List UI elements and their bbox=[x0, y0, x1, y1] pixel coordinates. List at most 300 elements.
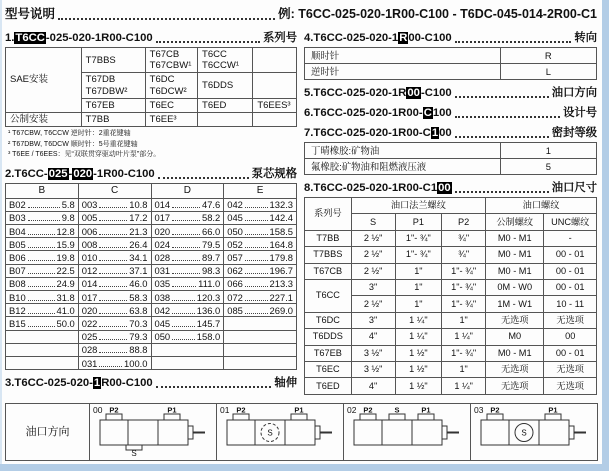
code-value-pair bbox=[9, 239, 75, 250]
cartridge-code: 005 bbox=[81, 212, 98, 224]
code-value-pair bbox=[227, 265, 293, 276]
model-code-text: T6CC-025-020-1 bbox=[313, 32, 399, 44]
cartridge-code: 045 bbox=[227, 212, 243, 224]
column-header: UNC螺纹 bbox=[544, 214, 597, 230]
model-code-text: T6CC- bbox=[14, 167, 48, 180]
code-value-pair bbox=[9, 252, 75, 263]
dotted-leader bbox=[99, 326, 127, 327]
port-value-cell: M0 bbox=[486, 329, 544, 345]
displacement-value: 158.5 bbox=[269, 225, 293, 237]
cartridge-code: B08 bbox=[9, 278, 26, 290]
displacement-value: 269.0 bbox=[269, 304, 293, 316]
column-header: B bbox=[6, 183, 79, 198]
section-number: 3. bbox=[5, 377, 15, 390]
port-value-cell: 10 - 11 bbox=[544, 296, 597, 312]
cartridge-code: 052 bbox=[227, 238, 243, 250]
displacement-value: 70.3 bbox=[129, 317, 148, 329]
port-value-cell: 1 ½" bbox=[395, 378, 442, 394]
code-value-pair bbox=[155, 305, 221, 316]
cartridge-cell bbox=[151, 343, 224, 356]
footnote: ¹ T67CBW, T6CCW 逆时针：2重花键轴 bbox=[8, 130, 131, 138]
dotted-leader bbox=[172, 339, 195, 340]
dotted-leader bbox=[172, 300, 195, 301]
cartridge-cell bbox=[6, 211, 79, 224]
port-value-cell: 无选项 bbox=[486, 312, 544, 328]
dotted-leader bbox=[172, 326, 195, 327]
series-cell: T6CC bbox=[305, 279, 352, 312]
dotted-leader bbox=[245, 207, 268, 208]
section-6-heading bbox=[304, 104, 597, 120]
rotation-description: 逆时针 bbox=[305, 64, 501, 80]
port-value-cell: 1 ¼" bbox=[442, 329, 486, 345]
port-value-cell: 1" bbox=[442, 361, 486, 377]
cartridge-cell bbox=[6, 304, 79, 317]
table-row bbox=[305, 279, 597, 295]
code-value-pair bbox=[9, 212, 75, 223]
code-value-pair bbox=[82, 226, 148, 237]
code-value-pair bbox=[227, 278, 293, 289]
displacement-value: 19.8 bbox=[56, 252, 75, 264]
title-example: 例: T6CC-025-020-1R00-C100 - T6DC-045-014-2R00-C1 bbox=[278, 7, 597, 21]
port-label: P1 bbox=[294, 405, 304, 415]
port-direction-code: 00 bbox=[93, 405, 103, 415]
cartridge-code: 012 bbox=[81, 265, 98, 277]
displacement-value: 142.4 bbox=[269, 212, 293, 224]
section-label: 油口方向 bbox=[551, 87, 597, 99]
code-value-pair bbox=[155, 278, 221, 289]
port-value-cell: 2 ½" bbox=[351, 247, 395, 263]
cartridge-code: 006 bbox=[81, 225, 98, 237]
code-value-pair bbox=[155, 265, 221, 276]
displacement-value: 111.0 bbox=[198, 278, 221, 290]
section-label: 泵芯规格 bbox=[251, 167, 297, 180]
series-cell: T7BBS bbox=[305, 247, 352, 263]
port-value-cell: 00 - 01 bbox=[544, 345, 597, 361]
cartridge-cell bbox=[151, 277, 224, 290]
dotted-leader bbox=[99, 207, 127, 208]
mount-cell: T67EB bbox=[81, 98, 145, 112]
mounting-series-table bbox=[5, 47, 297, 127]
mount-cell bbox=[253, 48, 297, 73]
table-row bbox=[6, 225, 297, 238]
port-value-cell: ¾" bbox=[442, 247, 486, 263]
port-value-cell: 00 - 01 bbox=[544, 279, 597, 295]
dotted-leader bbox=[245, 273, 268, 274]
cartridge-cell bbox=[224, 356, 297, 369]
cartridge-code: 031 bbox=[154, 265, 171, 277]
code-value-pair bbox=[227, 239, 293, 250]
displacement-value: 98.3 bbox=[202, 265, 221, 277]
code-value-pair bbox=[227, 199, 293, 210]
port-value-cell: 1 ½" bbox=[395, 345, 442, 361]
port-value-cell: 00 bbox=[544, 329, 597, 345]
port-value-cell: 2 ½" bbox=[351, 263, 395, 279]
cartridge-code: 010 bbox=[81, 252, 98, 264]
dotted-leader bbox=[158, 177, 249, 179]
section-label: 转向 bbox=[574, 32, 597, 44]
cartridge-code: 038 bbox=[154, 291, 171, 303]
model-code-text: - bbox=[68, 167, 73, 180]
port-label: P2 bbox=[363, 405, 373, 415]
footnote: ² T67DBW, T6DCW 顺时针：5号重花键轴 bbox=[8, 140, 138, 148]
dotted-leader bbox=[28, 326, 55, 327]
port-value-cell: 1 ¼" bbox=[442, 378, 486, 394]
table-row bbox=[6, 330, 297, 343]
cartridge-cell bbox=[78, 198, 151, 211]
section-8-heading bbox=[304, 179, 597, 195]
model-code-highlight: 025 bbox=[48, 167, 68, 180]
dotted-leader bbox=[245, 247, 268, 248]
series-header: 系列号 bbox=[305, 198, 352, 231]
port-value-cell: 3" bbox=[351, 279, 395, 295]
port-value-cell: 3 ½" bbox=[351, 361, 395, 377]
port-value-cell: 00 - 01 bbox=[544, 247, 597, 263]
cartridge-cell bbox=[6, 343, 79, 356]
code-value-pair bbox=[155, 292, 221, 303]
cartridge-cell bbox=[151, 304, 224, 317]
cartridge-cell bbox=[151, 264, 224, 277]
dotted-leader bbox=[99, 273, 127, 274]
cartridge-cell bbox=[6, 330, 79, 343]
port-value-cell: 1"- ¾" bbox=[442, 263, 486, 279]
table-header-row bbox=[305, 198, 597, 214]
cartridge-code: 008 bbox=[81, 238, 98, 250]
cartridge-cell bbox=[6, 356, 79, 369]
footnote: ³ T6EE / T6EES：见“双联贯穿驱动叶片泵”部分。 bbox=[8, 151, 161, 159]
cartridge-cell bbox=[78, 251, 151, 264]
port-direction-option bbox=[344, 404, 471, 461]
cartridge-cell bbox=[151, 317, 224, 330]
port-direction-section bbox=[5, 403, 597, 461]
dotted-leader bbox=[99, 234, 127, 235]
model-code-highlight: 1 bbox=[93, 377, 101, 390]
dotted-leader bbox=[245, 260, 268, 261]
cartridge-code: B12 bbox=[9, 304, 26, 316]
table-row bbox=[6, 277, 297, 290]
cartridge-code: 028 bbox=[81, 344, 98, 356]
dotted-leader bbox=[28, 220, 60, 221]
section-4-heading bbox=[304, 29, 597, 45]
port-value-cell: 1"- ¾" bbox=[442, 279, 486, 295]
cartridge-cell bbox=[224, 304, 297, 317]
cartridge-cell bbox=[224, 291, 297, 304]
model-code bbox=[313, 87, 451, 99]
model-code-highlight: R bbox=[399, 32, 408, 44]
table-row bbox=[305, 247, 597, 263]
displacement-value: 46.0 bbox=[129, 278, 148, 290]
section-number: 8. bbox=[304, 182, 314, 194]
port-value-cell: 3 ½" bbox=[351, 345, 395, 361]
code-value-pair bbox=[82, 305, 148, 316]
model-code bbox=[313, 182, 451, 194]
mount-cell: T7BB bbox=[81, 113, 145, 127]
table-row bbox=[6, 304, 297, 317]
cartridge-cell bbox=[78, 238, 151, 251]
dotted-leader bbox=[99, 286, 127, 287]
dotted-leader bbox=[99, 366, 122, 367]
cartridge-cell bbox=[224, 238, 297, 251]
section-number: 7. bbox=[304, 127, 314, 139]
page-edge-right bbox=[602, 0, 609, 471]
dotted-leader bbox=[28, 247, 55, 248]
cartridge-code: 020 bbox=[81, 304, 98, 316]
code-value-pair bbox=[155, 199, 221, 210]
model-code-text: -C100 bbox=[420, 87, 452, 99]
dotted-leader bbox=[172, 260, 200, 261]
seal-description: 丁晴橡胶:矿物油 bbox=[305, 143, 501, 159]
cartridge-cell bbox=[151, 291, 224, 304]
model-code-highlight: 020 bbox=[73, 167, 93, 180]
cartridge-cell bbox=[78, 277, 151, 290]
dotted-leader bbox=[245, 234, 268, 235]
port-value-cell: 3" bbox=[351, 312, 395, 328]
section-5-heading bbox=[304, 84, 597, 100]
cartridge-cell bbox=[6, 264, 79, 277]
displacement-value: 79.3 bbox=[129, 331, 148, 343]
table-row bbox=[305, 361, 597, 377]
port-direction-code: 01 bbox=[220, 405, 230, 415]
port-value-cell: 1M - W1 bbox=[486, 296, 544, 312]
port-value-cell: M0 - M1 bbox=[486, 345, 544, 361]
port-value-cell: 4" bbox=[351, 329, 395, 345]
code-value-pair bbox=[227, 252, 293, 263]
cartridge-cell bbox=[78, 291, 151, 304]
cartridge-code: 042 bbox=[227, 199, 243, 211]
dotted-leader bbox=[99, 220, 127, 221]
cartridge-cell bbox=[224, 225, 297, 238]
cartridge-cell bbox=[151, 330, 224, 343]
displacement-value: 34.1 bbox=[129, 252, 148, 264]
section-number: 5. bbox=[304, 87, 314, 99]
cartridge-code: B05 bbox=[9, 238, 26, 250]
series-cell: T67CB bbox=[305, 263, 352, 279]
pump-outline-diagram bbox=[475, 405, 593, 457]
port-size-table bbox=[304, 197, 597, 395]
model-code-highlight: 00 bbox=[438, 182, 451, 194]
code-value-pair bbox=[227, 305, 293, 316]
series-cell: T7BB bbox=[305, 230, 352, 246]
pump-outline-diagram bbox=[348, 405, 466, 457]
table-row bbox=[6, 317, 297, 330]
dotted-leader bbox=[99, 300, 127, 301]
cartridge-cell bbox=[224, 251, 297, 264]
code-value-pair bbox=[82, 344, 148, 355]
code-value-pair bbox=[82, 292, 148, 303]
code-value-pair bbox=[9, 265, 75, 276]
port-value-cell: 无选项 bbox=[486, 361, 544, 377]
cartridge-code: 072 bbox=[227, 291, 243, 303]
model-code bbox=[14, 32, 152, 44]
page-edge-bottom bbox=[0, 464, 609, 471]
displacement-value: 145.7 bbox=[196, 317, 221, 329]
seal-code: 1 bbox=[500, 143, 596, 159]
mount-cell: T6ED bbox=[198, 98, 253, 112]
table-row bbox=[305, 64, 597, 80]
cartridge-code: 062 bbox=[227, 265, 243, 277]
displacement-value: 12.8 bbox=[56, 225, 75, 237]
cartridge-cell bbox=[151, 356, 224, 369]
port-value-cell: 1"- ¾" bbox=[442, 345, 486, 361]
dotted-leader bbox=[28, 273, 55, 274]
mount-cell bbox=[253, 73, 297, 98]
table-row bbox=[305, 230, 597, 246]
cartridge-code: 025 bbox=[81, 331, 98, 343]
displacement-value: 37.1 bbox=[129, 265, 148, 277]
cartridge-code: B10 bbox=[9, 291, 26, 303]
model-code-text: -1R00-C100 bbox=[93, 167, 155, 180]
port-direction-row-label: 油口方向 bbox=[6, 404, 90, 461]
displacement-value: 17.2 bbox=[129, 212, 148, 224]
port-value-cell: 00 - 01 bbox=[544, 263, 597, 279]
dotted-leader bbox=[156, 386, 272, 388]
port-direction-option bbox=[471, 404, 598, 461]
displacement-value: 47.6 bbox=[202, 199, 221, 211]
cartridge-code: B02 bbox=[9, 199, 26, 211]
port-label: S bbox=[521, 428, 527, 438]
cartridge-cell bbox=[151, 198, 224, 211]
port-value-cell: 无选项 bbox=[486, 378, 544, 394]
dotted-leader bbox=[99, 247, 127, 248]
port-direction-code: 03 bbox=[474, 405, 484, 415]
table-row bbox=[6, 251, 297, 264]
column-header: P1 bbox=[395, 214, 442, 230]
page-title bbox=[5, 4, 597, 22]
column-header: D bbox=[151, 183, 224, 198]
dotted-leader bbox=[28, 234, 55, 235]
column-header: 公制螺纹 bbox=[486, 214, 544, 230]
displacement-value: 213.3 bbox=[269, 278, 293, 290]
section-label: 油口尺寸 bbox=[551, 182, 597, 194]
mount-cell: T6DDS bbox=[198, 73, 253, 98]
cartridge-cell bbox=[224, 198, 297, 211]
port-value-cell: 无选项 bbox=[544, 312, 597, 328]
displacement-value: 15.9 bbox=[56, 238, 75, 250]
displacement-value: 21.3 bbox=[129, 225, 148, 237]
dotted-leader bbox=[28, 260, 55, 261]
cartridge-cell bbox=[6, 251, 79, 264]
section-2-heading bbox=[5, 165, 297, 181]
cartridge-cell bbox=[6, 238, 79, 251]
dotted-leader bbox=[172, 313, 195, 314]
cartridge-cell bbox=[224, 264, 297, 277]
cartridge-code: 022 bbox=[81, 317, 98, 329]
port-value-cell: ¾" bbox=[442, 230, 486, 246]
cartridge-size-table bbox=[5, 183, 297, 370]
cartridge-cell bbox=[151, 211, 224, 224]
table-row bbox=[6, 264, 297, 277]
mount-cell: T67CB T67CBW¹ bbox=[145, 48, 197, 73]
cartridge-code: B07 bbox=[9, 265, 26, 277]
cartridge-code: B06 bbox=[9, 252, 26, 264]
model-code-highlight: 00 bbox=[407, 87, 420, 99]
displacement-value: 24.9 bbox=[56, 278, 75, 290]
cartridge-cell bbox=[6, 225, 79, 238]
table-row bbox=[6, 291, 297, 304]
displacement-value: 50.0 bbox=[56, 317, 75, 329]
mount-cell: T7BBS bbox=[81, 48, 145, 73]
cartridge-code: 031 bbox=[81, 357, 98, 369]
code-value-pair bbox=[155, 252, 221, 263]
code-value-pair bbox=[9, 199, 75, 210]
displacement-value: 100.0 bbox=[124, 357, 148, 369]
table-row bbox=[6, 198, 297, 211]
displacement-value: 88.8 bbox=[129, 344, 148, 356]
cartridge-cell bbox=[78, 225, 151, 238]
port-value-cell: - bbox=[544, 230, 597, 246]
cartridge-code: 050 bbox=[227, 225, 243, 237]
port-label: P2 bbox=[236, 405, 246, 415]
port-value-cell: M0 - M1 bbox=[486, 263, 544, 279]
port-direction-option bbox=[217, 404, 344, 461]
model-code-text: 00 bbox=[439, 127, 452, 139]
model-code-highlight: 1 bbox=[431, 127, 439, 139]
cartridge-code: 042 bbox=[154, 304, 171, 316]
cartridge-code: B03 bbox=[9, 212, 26, 224]
port-label: P1 bbox=[167, 405, 177, 415]
model-code-text: -025-020-1R00-C100 bbox=[45, 32, 153, 44]
rotation-code: R bbox=[500, 48, 596, 64]
cartridge-code: 024 bbox=[154, 238, 171, 250]
dotted-leader bbox=[245, 313, 268, 314]
table-row bbox=[305, 329, 597, 345]
section-1-heading bbox=[5, 29, 297, 45]
displacement-value: 120.3 bbox=[196, 291, 221, 303]
dotted-leader bbox=[172, 286, 196, 287]
code-value-pair bbox=[227, 212, 293, 223]
section-number: 1. bbox=[5, 32, 15, 44]
dotted-leader bbox=[99, 339, 127, 340]
port-label: P2 bbox=[490, 405, 500, 415]
cartridge-code: 003 bbox=[81, 199, 98, 211]
code-value-pair bbox=[82, 199, 148, 210]
port-value-cell: 1 ¼" bbox=[395, 312, 442, 328]
dotted-leader bbox=[455, 96, 549, 98]
dotted-leader bbox=[99, 260, 127, 261]
model-code bbox=[14, 377, 152, 389]
displacement-value: 196.7 bbox=[269, 265, 293, 277]
flange-group-header: 油口法兰螺纹 bbox=[351, 198, 485, 214]
port-direction-option bbox=[90, 404, 217, 461]
code-value-pair bbox=[82, 252, 148, 263]
displacement-value: 132.3 bbox=[269, 199, 293, 211]
cartridge-code: 014 bbox=[154, 199, 171, 211]
left-column bbox=[5, 25, 297, 392]
page-content bbox=[5, 3, 597, 395]
model-code-text: T6CC-025-020-1R bbox=[313, 87, 407, 99]
port-value-cell: 1" bbox=[395, 263, 442, 279]
pump-outline-diagram bbox=[94, 405, 212, 457]
displacement-value: 179.8 bbox=[269, 252, 293, 264]
table-row bbox=[305, 312, 597, 328]
section-label: 系列号 bbox=[263, 32, 297, 44]
cartridge-code: 020 bbox=[154, 225, 171, 237]
dotted-leader bbox=[455, 116, 560, 118]
cartridge-code: B04 bbox=[9, 225, 26, 237]
table-row bbox=[305, 48, 597, 64]
two-column-area bbox=[5, 25, 597, 395]
title-label: 型号说明 bbox=[5, 7, 56, 21]
port-value-cell: 2 ½" bbox=[351, 230, 395, 246]
section-label: 密封等级 bbox=[551, 127, 597, 139]
port-value-cell: 1"- ¾" bbox=[395, 230, 442, 246]
model-code bbox=[313, 32, 451, 44]
port-value-cell: 0M - W0 bbox=[486, 279, 544, 295]
cartridge-cell bbox=[151, 238, 224, 251]
cartridge-code: B15 bbox=[9, 317, 26, 329]
mount-cell bbox=[198, 113, 253, 127]
column-header: P2 bbox=[442, 214, 486, 230]
code-value-pair bbox=[82, 278, 148, 289]
